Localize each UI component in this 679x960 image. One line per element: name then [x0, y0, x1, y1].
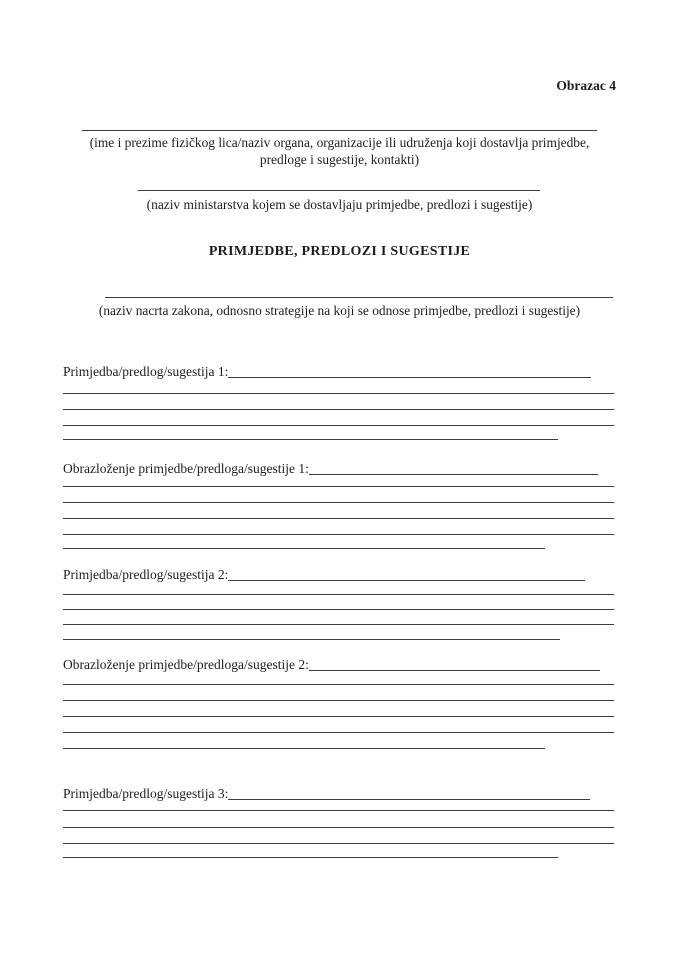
remark2-label: Primjedba/predlog/sugestija 2: — [63, 567, 229, 582]
remark2-write-line — [63, 594, 614, 595]
remark1-label-write-line — [228, 363, 591, 378]
remark1-write-line — [63, 425, 614, 426]
remark3-write-line — [63, 827, 614, 828]
explanation1-write-line — [63, 518, 614, 519]
explanation1-write-line — [63, 486, 614, 487]
explanation1-field — [63, 460, 598, 477]
remark1-write-line — [63, 409, 614, 410]
explanation2-label-write-line — [309, 656, 600, 671]
submitter-caption-line1: (ime i prezime fizičkog lica/naziv organa, organizacije ili udruženja koji dostavlja primjedbe, — [89, 135, 590, 150]
explanation1-write-line — [63, 534, 614, 535]
remark3-write-line — [63, 843, 614, 844]
remark3-label-write-line — [228, 785, 590, 800]
page-title: PRIMJEDBE, PREDLOZI I SUGESTIJE — [208, 244, 471, 259]
remark1-field — [63, 363, 591, 380]
explanation2-write-line — [63, 716, 614, 717]
explanation2-label: Obrazloženje primjedbe/predloga/sugestije 2: — [63, 657, 309, 672]
remark1-write-line — [63, 393, 614, 394]
remark3-write-line — [63, 857, 558, 858]
remark2-write-line — [63, 639, 560, 640]
explanation2-write-line — [63, 684, 614, 685]
draft-law-caption: (naziv nacrta zakona, odnosno strategije na koji se odnose primjedbe, predlozi i sugestije) — [98, 303, 581, 318]
explanation1-write-line — [63, 548, 545, 549]
explanation2-field — [63, 656, 600, 673]
explanation1-label-write-line — [309, 460, 598, 475]
remark2-field — [63, 566, 585, 583]
ministry-caption: (naziv ministarstva kojem se dostavljaju primjedbe, predlozi i sugestije) — [146, 197, 533, 212]
remark2-write-line — [63, 624, 614, 625]
remark1-label: Primjedba/predlog/sugestija 1: — [63, 364, 229, 379]
form-number: Obrazac 4 — [556, 78, 616, 93]
remark1-write-line — [63, 439, 558, 440]
explanation2-write-line — [63, 748, 545, 749]
explanation2-write-line — [63, 700, 614, 701]
submitter-write-line — [82, 130, 597, 131]
explanation1-label: Obrazloženje primjedbe/predloga/sugestije 1: — [63, 461, 309, 476]
remark2-label-write-line — [228, 566, 585, 581]
remark3-label: Primjedba/predlog/sugestija 3: — [63, 786, 229, 801]
ministry-write-line — [138, 190, 540, 191]
explanation2-write-line — [63, 732, 614, 733]
remark2-write-line — [63, 609, 614, 610]
submitter-caption — [0, 134, 679, 168]
submitter-caption-line2: predloge i sugestije, kontakti) — [259, 152, 420, 167]
explanation1-write-line — [63, 502, 614, 503]
remark3-write-line — [63, 810, 614, 811]
draft-law-write-line — [105, 297, 613, 298]
remark3-field — [63, 785, 590, 802]
